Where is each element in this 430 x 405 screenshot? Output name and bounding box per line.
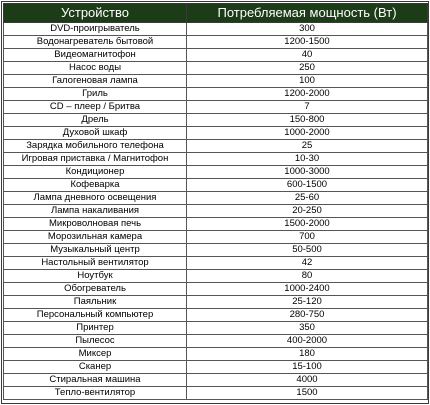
power-cell: 80 bbox=[187, 270, 428, 283]
device-cell: Паяльник bbox=[4, 296, 187, 309]
device-cell: Видеомагнитофон bbox=[4, 49, 187, 62]
power-cell: 25 bbox=[187, 140, 428, 153]
table-row bbox=[4, 205, 428, 218]
header-power: Потребляемая мощность (Вт) bbox=[187, 4, 428, 23]
power-cell: 20-250 bbox=[187, 205, 428, 218]
table-row bbox=[4, 374, 428, 387]
power-consumption-table bbox=[3, 3, 428, 400]
table-row bbox=[4, 192, 428, 205]
power-cell: 50-500 bbox=[187, 244, 428, 257]
table-frame bbox=[1, 1, 429, 404]
table-row bbox=[4, 101, 428, 114]
device-cell: Гриль bbox=[4, 88, 187, 101]
device-cell: Игровая приставка / Магнитофон bbox=[4, 153, 187, 166]
table-row bbox=[4, 36, 428, 49]
device-cell: Обогреватель bbox=[4, 283, 187, 296]
table-row bbox=[4, 218, 428, 231]
device-cell: Лампа дневного освещения bbox=[4, 192, 187, 205]
device-cell: Водонагреватель бытовой bbox=[4, 36, 187, 49]
device-cell: DVD-проигрыватель bbox=[4, 23, 187, 36]
power-cell: 250 bbox=[187, 62, 428, 75]
device-cell: CD – плеер / Бритва bbox=[4, 101, 187, 114]
table-row bbox=[4, 75, 428, 88]
table-row bbox=[4, 23, 428, 36]
power-cell: 280-750 bbox=[187, 309, 428, 322]
device-cell: Насос воды bbox=[4, 62, 187, 75]
table-body bbox=[4, 23, 428, 400]
device-cell: Лампа накаливания bbox=[4, 205, 187, 218]
device-cell: Принтер bbox=[4, 322, 187, 335]
power-cell: 42 bbox=[187, 257, 428, 270]
table-row bbox=[4, 322, 428, 335]
table-row bbox=[4, 88, 428, 101]
table-row bbox=[4, 348, 428, 361]
table-row bbox=[4, 114, 428, 127]
power-cell: 1000-2400 bbox=[187, 283, 428, 296]
power-cell: 700 bbox=[187, 231, 428, 244]
power-cell: 25-60 bbox=[187, 192, 428, 205]
power-cell: 7 bbox=[187, 101, 428, 114]
table-row bbox=[4, 309, 428, 322]
power-cell: 1500-2000 bbox=[187, 218, 428, 231]
table-row bbox=[4, 140, 428, 153]
table-row bbox=[4, 296, 428, 309]
power-cell: 40 bbox=[187, 49, 428, 62]
device-cell: Музыкальный центр bbox=[4, 244, 187, 257]
table-row bbox=[4, 270, 428, 283]
device-cell: Миксер bbox=[4, 348, 187, 361]
device-cell: Морозильная камера bbox=[4, 231, 187, 244]
power-cell: 1500 bbox=[187, 387, 428, 400]
device-cell: Дрель bbox=[4, 114, 187, 127]
table-row bbox=[4, 153, 428, 166]
power-cell: 1200-1500 bbox=[187, 36, 428, 49]
power-cell: 10-30 bbox=[187, 153, 428, 166]
power-cell: 150-800 bbox=[187, 114, 428, 127]
power-cell: 1200-2000 bbox=[187, 88, 428, 101]
table-row bbox=[4, 127, 428, 140]
device-cell: Зарядка мобильного телефона bbox=[4, 140, 187, 153]
table-row bbox=[4, 49, 428, 62]
table-row bbox=[4, 257, 428, 270]
device-cell: Духовой шкаф bbox=[4, 127, 187, 140]
device-cell: Настольный вентилятор bbox=[4, 257, 187, 270]
table-row bbox=[4, 361, 428, 374]
device-cell: Сканер bbox=[4, 361, 187, 374]
power-cell: 400-2000 bbox=[187, 335, 428, 348]
device-cell: Стиральная машина bbox=[4, 374, 187, 387]
table-row bbox=[4, 166, 428, 179]
power-cell: 100 bbox=[187, 75, 428, 88]
power-cell: 1000-2000 bbox=[187, 127, 428, 140]
table-row bbox=[4, 387, 428, 400]
table-row bbox=[4, 335, 428, 348]
power-cell: 25-120 bbox=[187, 296, 428, 309]
power-cell: 4000 bbox=[187, 374, 428, 387]
table-row bbox=[4, 62, 428, 75]
device-cell: Персональный компьютер bbox=[4, 309, 187, 322]
table-row bbox=[4, 244, 428, 257]
device-cell: Кондиционер bbox=[4, 166, 187, 179]
table-row bbox=[4, 179, 428, 192]
device-cell: Тепло-вентилятор bbox=[4, 387, 187, 400]
device-cell: Кофеварка bbox=[4, 179, 187, 192]
power-cell: 180 bbox=[187, 348, 428, 361]
device-cell: Микроволновая печь bbox=[4, 218, 187, 231]
table-row bbox=[4, 283, 428, 296]
device-cell: Ноутбук bbox=[4, 270, 187, 283]
header-row bbox=[4, 4, 428, 23]
device-cell: Пылесос bbox=[4, 335, 187, 348]
power-cell: 15-100 bbox=[187, 361, 428, 374]
table-row bbox=[4, 231, 428, 244]
header-device: Устройство bbox=[4, 4, 187, 23]
device-cell: Галогеновая лампа bbox=[4, 75, 187, 88]
power-cell: 300 bbox=[187, 23, 428, 36]
power-cell: 350 bbox=[187, 322, 428, 335]
power-cell: 1000-3000 bbox=[187, 166, 428, 179]
power-cell: 600-1500 bbox=[187, 179, 428, 192]
